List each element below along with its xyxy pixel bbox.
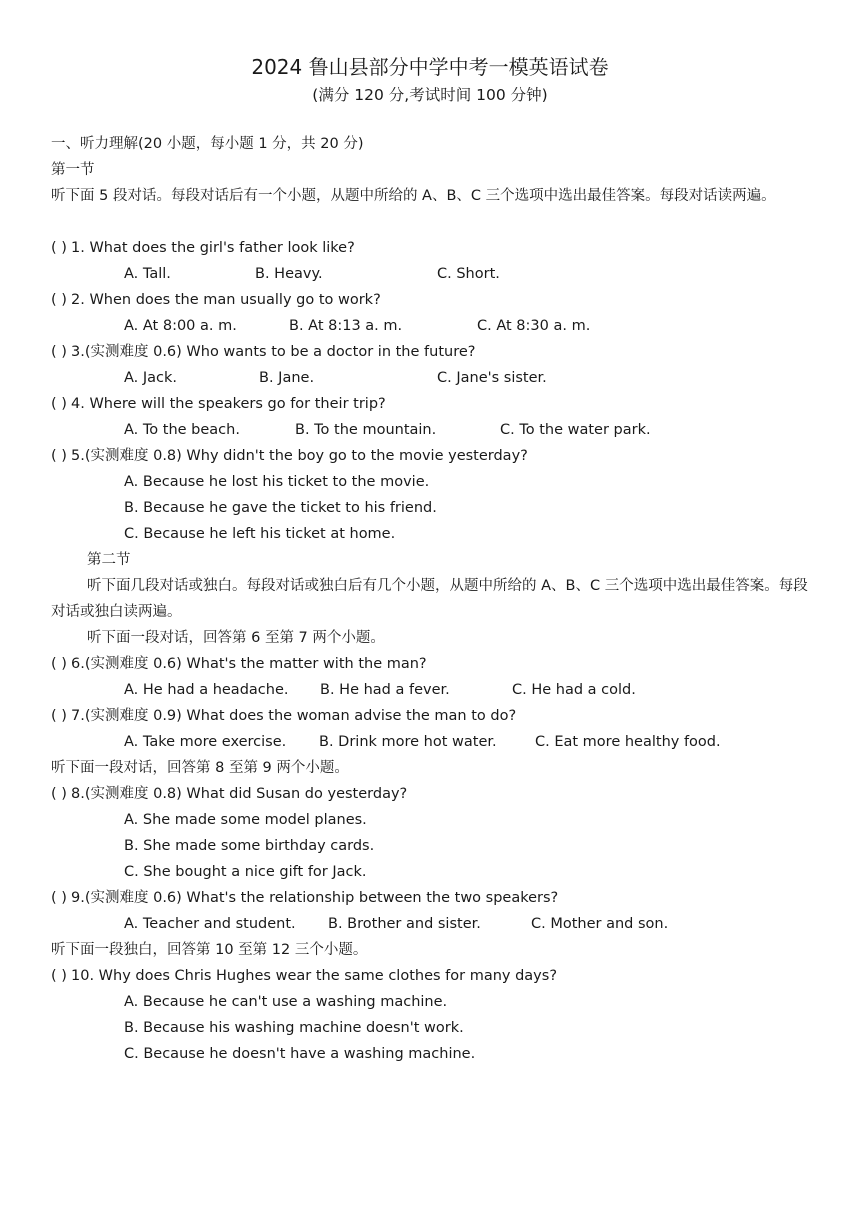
option-c: C. Short. xyxy=(437,266,500,282)
group-instruction-8-9: 听下面一段对话，回答第 8 至第 9 两个小题。 xyxy=(51,760,349,776)
option-c: C. Mother and son. xyxy=(531,916,669,932)
part1-label: 第一节 xyxy=(51,162,95,178)
question-stem-6: ( ) 6.(实测难度 0.6) What's the matter with the man? xyxy=(51,656,427,672)
answer-bracket[interactable]: ( ) xyxy=(51,292,67,308)
option-b: B. Jane. xyxy=(259,370,315,386)
option-a: A. Take more exercise. xyxy=(124,734,287,750)
part1-instructions: 听下面 5 段对话。每段对话后有一个小题，从题中所给的 A、B、C 三个选项中选出最佳答案。每段对话读两遍。 xyxy=(51,188,776,204)
option-b: B. At 8:13 a. m. xyxy=(289,318,403,334)
answer-bracket[interactable]: ( ) xyxy=(51,968,67,984)
option-a: A. She made some model planes. xyxy=(124,812,367,828)
option-b: B. Because he gave the ticket to his friend. xyxy=(124,500,437,516)
option-c: C. Because he doesn't have a washing machine. xyxy=(124,1046,476,1062)
answer-bracket[interactable]: ( ) xyxy=(51,708,67,724)
option-a: A. Because he can't use a washing machine. xyxy=(124,994,448,1010)
option-a: A. At 8:00 a. m. xyxy=(124,318,237,334)
option-c: C. Eat more healthy food. xyxy=(535,734,721,750)
part2-label: 第二节 xyxy=(87,552,131,568)
page-title: 2024 鲁山县部分中学中考一模英语试卷 xyxy=(251,55,609,79)
option-c: C. She bought a nice gift for Jack. xyxy=(124,864,367,880)
question-stem-3: ( ) 3.(实测难度 0.6) Who wants to be a doctor in the future? xyxy=(51,344,476,360)
answer-bracket[interactable]: ( ) xyxy=(51,396,67,412)
option-a: A. Jack. xyxy=(124,370,178,386)
option-a: A. Because he lost his ticket to the movie. xyxy=(124,474,430,490)
question-stem-10: ( ) 10. Why does Chris Hughes wear the same clothes for many days? xyxy=(51,968,558,984)
option-c: C. Jane's sister. xyxy=(437,370,547,386)
answer-bracket[interactable]: ( ) xyxy=(51,656,67,672)
part2-instructions: 听下面几段对话或独白。每段对话或独白后有几个小题，从题中所给的 A、B、C 三个选项中选出最佳答案。每段对话或独白读两遍。 xyxy=(51,578,808,620)
option-c: C. Because he left his ticket at home. xyxy=(124,526,396,542)
option-b: B. He had a fever. xyxy=(320,682,450,698)
question-stem-9: ( ) 9.(实测难度 0.6) What's the relationship between the two speakers? xyxy=(51,890,559,906)
section-heading: 一、听力理解(20 小题，每小题 1 分，共 20 分) xyxy=(51,136,364,152)
option-c: C. To the water park. xyxy=(500,422,651,438)
option-b: B. Brother and sister. xyxy=(328,916,481,932)
answer-bracket[interactable]: ( ) xyxy=(51,890,67,906)
group-instruction-10-12: 听下面一段独白，回答第 10 至第 12 三个小题。 xyxy=(51,942,368,958)
answer-bracket[interactable]: ( ) xyxy=(51,240,67,256)
page-subtitle: (满分 120 分,考试时间 100 分钟) xyxy=(312,86,548,104)
question-stem-4: ( ) 4. Where will the speakers go for their trip? xyxy=(51,396,386,412)
question-stem-7: ( ) 7.(实测难度 0.9) What does the woman advise the man to do? xyxy=(51,708,517,724)
option-b: B. Drink more hot water. xyxy=(319,734,497,750)
option-a: A. To the beach. xyxy=(124,422,240,438)
answer-bracket[interactable]: ( ) xyxy=(51,344,67,360)
answer-bracket[interactable]: ( ) xyxy=(51,448,67,464)
option-b: B. She made some birthday cards. xyxy=(124,838,375,854)
group-instruction-6-7: 听下面一段对话，回答第 6 至第 7 两个小题。 xyxy=(87,630,385,646)
option-b: B. To the mountain. xyxy=(295,422,437,438)
question-stem-1: ( ) 1. What does the girl's father look like? xyxy=(51,240,355,256)
option-a: A. Teacher and student. xyxy=(124,916,296,932)
option-a: A. He had a headache. xyxy=(124,682,289,698)
question-stem-5: ( ) 5.(实测难度 0.8) Why didn't the boy go to the movie yesterday? xyxy=(51,448,528,464)
option-c: C. He had a cold. xyxy=(512,682,636,698)
option-b: B. Because his washing machine doesn't work. xyxy=(124,1020,464,1036)
option-a: A. Tall. xyxy=(124,266,171,282)
option-b: B. Heavy. xyxy=(255,266,323,282)
answer-bracket[interactable]: ( ) xyxy=(51,786,67,802)
question-stem-2: ( ) 2. When does the man usually go to work? xyxy=(51,292,381,308)
question-stem-8: ( ) 8.(实测难度 0.8) What did Susan do yesterday? xyxy=(51,786,408,802)
option-c: C. At 8:30 a. m. xyxy=(477,318,591,334)
